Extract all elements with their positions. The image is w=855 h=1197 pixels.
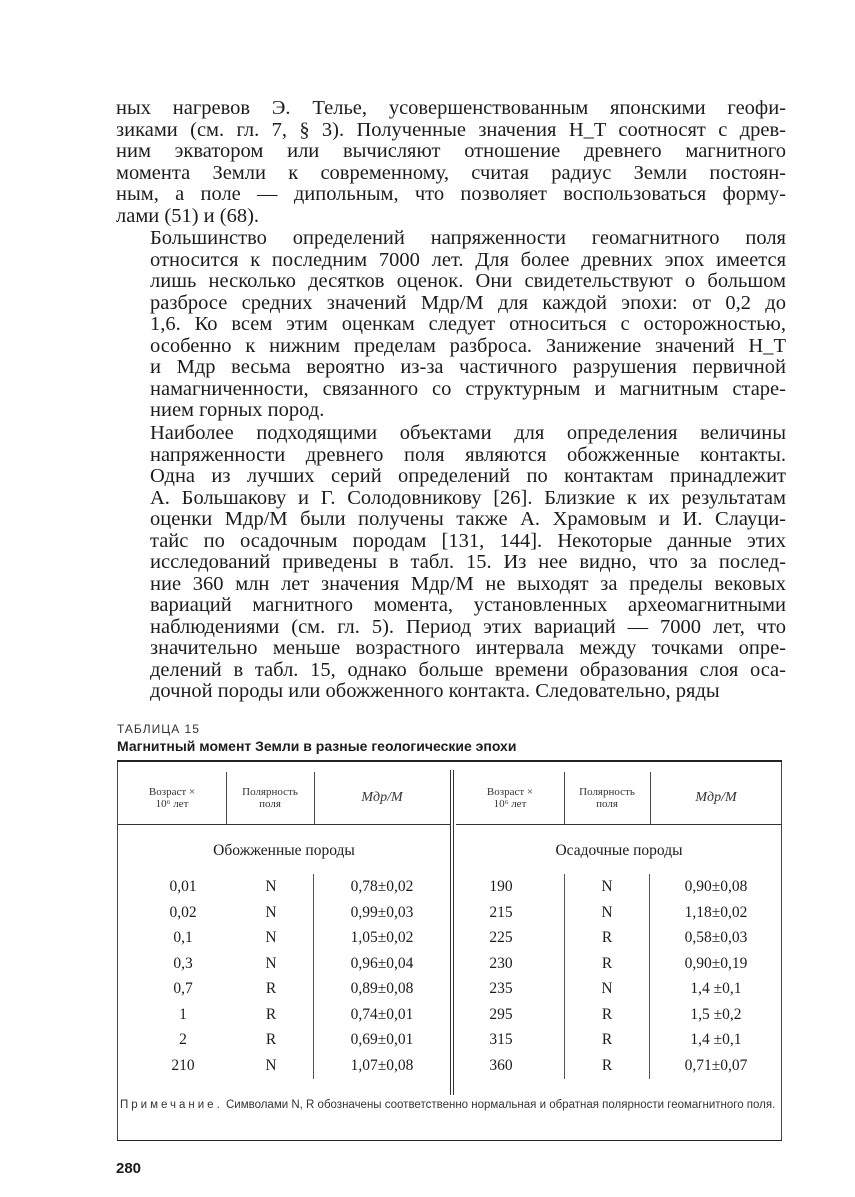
table-row [456, 900, 782, 925]
table-row [118, 1002, 450, 1027]
column-divider [564, 874, 565, 1079]
table-row [456, 874, 782, 899]
text-line: ным, а поле — дипольным, что позволяет воспользоваться форму- [116, 183, 786, 205]
cell-age: 1 [179, 1005, 187, 1023]
cell-pol: R [601, 1031, 613, 1048]
header-ratio: Mдр/M [695, 790, 737, 805]
table-row [118, 951, 450, 976]
cell-age: 190 [489, 878, 513, 895]
text-line: дочной породы или обожженного контакта. Следовательно, ряды [150, 680, 720, 702]
table-header-left [118, 772, 450, 825]
text-line: Большинство определений напряженности геомагнитного поля [150, 227, 786, 249]
cell-val: 0,74±0,01 [350, 1005, 414, 1023]
header-age: Возраст × 10⁶ лет [456, 772, 565, 824]
cell-pol: R [601, 954, 613, 972]
note-prefix: Примечание. [120, 1099, 223, 1111]
header-polarity: Полярность поля [226, 772, 315, 824]
text-line: делений в табл. 15, однако больше времени образования слоя оса- [150, 658, 786, 681]
section-title-burnt: Обожженные породы [213, 842, 355, 859]
header-age: Возраст × 10⁶ лет [118, 772, 227, 824]
text-line: тайс по осадочным породам [131, 144]. Некоторые данные этих [150, 529, 786, 552]
table-bottom-rule [117, 1140, 782, 1141]
cell-pol: N [265, 903, 277, 921]
cell-age: 225 [489, 929, 513, 946]
cell-val: 1,18±0,02 [684, 903, 748, 921]
cell-pol: R [265, 980, 277, 997]
section-title-sedimentary: Осадочные породы [555, 842, 683, 859]
header-ratio: Mдр/M [361, 790, 403, 805]
text-line: намагниченности, связанного со структурным и магнитным старе- [150, 377, 786, 400]
cell-age: 0,1 [173, 929, 193, 946]
table-right-half [456, 762, 782, 1094]
cell-val: 1,5 ±0,2 [690, 1005, 742, 1023]
cell-age: 210 [171, 1056, 195, 1074]
cell-val: 0,99±0,03 [350, 903, 414, 921]
cell-val: 0,69±0,01 [350, 1031, 414, 1048]
cell-pol: R [601, 1005, 613, 1023]
table-label: ТАБЛИЦА 15 [117, 722, 200, 736]
cell-age: 0,01 [169, 878, 197, 895]
table-row [456, 976, 782, 1001]
text-line: ных нагревов Э. Телье, усовершенствованным японскими геофи- [116, 97, 786, 119]
text-line: исследований приведены в табл. 15. Из нее видно, что за послед- [150, 551, 786, 573]
text-line: наблюдениями (см. гл. 5). Период этих вариаций — 7000 лет, что [150, 615, 786, 638]
cell-pol: N [265, 954, 277, 972]
cell-val: 1,07±0,08 [350, 1056, 414, 1074]
text-line: относится к последним 7000 лет. Для более древних эпох имеется [150, 248, 786, 271]
text-line: лами (51) и (68). [116, 204, 260, 227]
text-line: значительно меньше возрастного интервала между точками опре- [150, 637, 786, 659]
table-header-right [456, 772, 782, 825]
table-row [118, 874, 450, 899]
cell-val: 0,90±0,08 [684, 878, 748, 895]
table-row [456, 1027, 782, 1052]
cell-age: 360 [489, 1056, 513, 1074]
cell-val: 0,90±0,19 [684, 954, 748, 972]
cell-pol: N [265, 878, 277, 895]
table-row [456, 925, 782, 950]
text-line: напряженности древнего поля являются обожженные контакты. [150, 443, 786, 466]
cell-pol: R [265, 1031, 277, 1048]
text-line: особенно к нижним пределам разброса. Занижение значений H_T [150, 334, 786, 357]
paragraph-3 [116, 423, 786, 703]
cell-age: 0,3 [173, 954, 193, 972]
text-line: нием горных пород. [150, 399, 325, 421]
cell-age: 215 [489, 903, 513, 921]
cell-age: 295 [489, 1005, 513, 1023]
table-row [118, 900, 450, 925]
table-row [118, 925, 450, 950]
cell-pol: N [265, 1056, 277, 1074]
page-number: 280 [116, 1160, 142, 1177]
cell-pol: N [601, 903, 613, 921]
cell-val: 0,58±0,03 [684, 929, 748, 946]
table-row [118, 1053, 450, 1078]
cell-val: 1,4 ±0,1 [690, 1031, 742, 1048]
cell-age: 235 [489, 980, 513, 997]
text-line: Одна из лучших серий определений по контактам принадлежит [150, 465, 786, 487]
text-line: и Mдр весьма вероятно из-за частичного разрушения первичной [150, 356, 786, 378]
text-line: лишь несколько десятков оценок. Они свидетельствуют о большом [150, 270, 786, 292]
table-title: Магнитный момент Земли в разные геологические эпохи [117, 738, 517, 754]
table-row [456, 1053, 782, 1078]
cell-age: 0,02 [169, 903, 197, 921]
column-divider [313, 874, 314, 1079]
cell-pol: R [265, 1005, 277, 1023]
table-row [456, 951, 782, 976]
cell-pol: N [601, 980, 613, 997]
table-row [118, 976, 450, 1001]
text-line: оценки Mдр/M были получены также А. Храмовым и И. Слауци- [150, 508, 786, 530]
data-table [117, 762, 782, 1140]
table-row [456, 1002, 782, 1027]
note-text: Символами N, R обозначены соответственно нормальная и обратная полярности геомагнитного поля. [225, 1099, 776, 1111]
cell-val: 1,4 ±0,1 [690, 980, 742, 997]
cell-val: 0,96±0,04 [350, 954, 414, 972]
table-row [118, 1027, 450, 1052]
text-line: А. Большакову и Г. Солодовникову [26]. Близкие к их результатам [150, 486, 786, 509]
table-double-divider [450, 770, 454, 1095]
text-line: ним экватором или вычисляют отношение древнего магнитного [116, 140, 786, 162]
cell-age: 0,7 [173, 980, 193, 997]
text-line: ние 360 млн лет значения Mдр/M не выходят за пределы вековых [150, 572, 786, 595]
column-divider [649, 874, 650, 1079]
text-line: 1,6. Ко всем этим оценкам следует относиться с осторожностью, [150, 313, 786, 335]
cell-val: 0,89±0,08 [350, 980, 414, 997]
text-line: разбросе средних значений Mдр/M для каждой эпохи: от 0,2 до [150, 291, 786, 314]
cell-val: 0,71±0,07 [684, 1056, 748, 1074]
text-line: вариаций магнитного момента, установленных археомагнитными [150, 594, 786, 616]
cell-age: 315 [489, 1031, 513, 1048]
paragraph-1 [116, 98, 786, 227]
text-line: Наиболее подходящими объектами для определения величины [150, 422, 786, 444]
text-line: зиками (см. гл. 7, § 3). Полученные значения H_T соотносят с древ- [116, 118, 786, 141]
table-left-half [118, 762, 450, 1094]
cell-val: 0,78±0,02 [350, 878, 414, 895]
cell-pol: N [601, 878, 613, 895]
table-note [120, 1098, 780, 1112]
cell-age: 2 [179, 1031, 187, 1048]
cell-pol: N [265, 929, 277, 946]
cell-val: 1,05±0,02 [350, 929, 414, 946]
cell-pol: R [601, 929, 613, 946]
cell-age: 230 [489, 954, 513, 972]
header-polarity: Полярность поля [564, 772, 651, 824]
paragraph-2 [116, 228, 786, 422]
cell-pol: R [601, 1056, 613, 1074]
text-line: момента Земли к современному, считая радиус Земли постоян- [116, 161, 786, 184]
